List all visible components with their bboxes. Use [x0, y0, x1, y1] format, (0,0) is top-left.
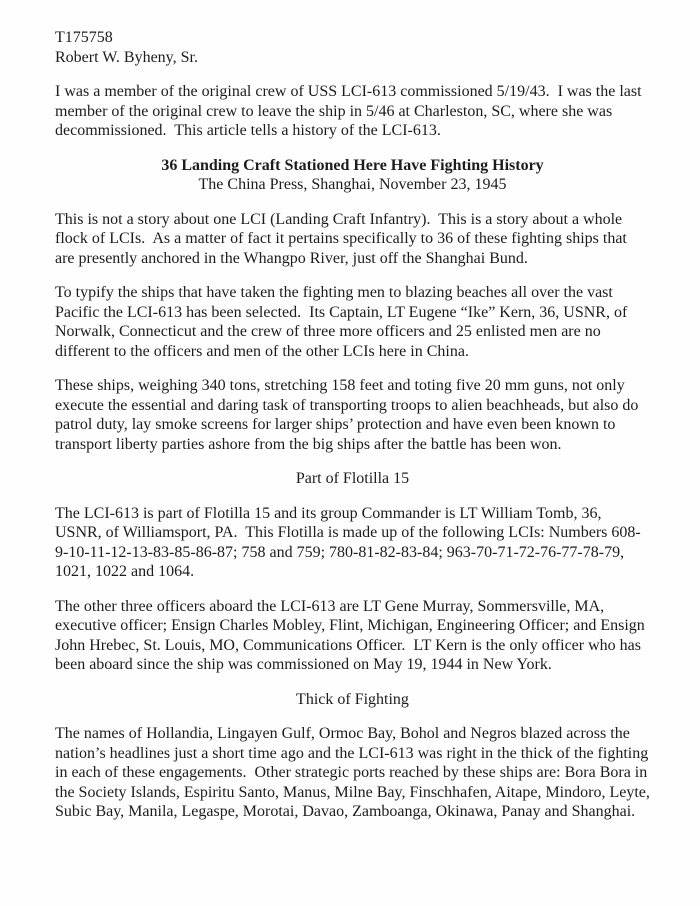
author-line: Robert W. Byheny, Sr. — [55, 48, 198, 66]
section-heading-flotilla: Part of Flotilla 15 — [295, 470, 410, 487]
paragraph-story-intro: This is not a story about one LCI (Landing Craft Infantry). This is a story about a whole flock of LCIs. As a matter of fact it pertains specifically to 36 of these fighting ships that are presently anchored in the Whangpo River, just off the Shanghai Bund. — [55, 210, 631, 267]
intro-paragraph: I was a member of the original crew of USS LCI-613 commissioned 5/19/43. I was the last member of the original crew to leave the ship in 5/46 at Charleston, SC, where she was decommissioned. This article tells a history of the LCI-613. — [55, 83, 646, 139]
paragraph-typify-ships: To typify the ships that have taken the fighting men to blazing beaches all over the vast Pacific the LCI-613 has been selected. Its Captain, LT Eugene “Ike” Kern, 36, USNR, of Norwalk, Connecticut and the crew of three more officers and 25 enlisted men are no different to the officers and men of the other LCIs here in China. — [55, 284, 632, 360]
paragraph-fighting-ports: The names of Hollandia, Lingayen Gulf, Ormoc Bay, Bohol and Negros blazed across the nation’s headlines just a short time ago and the LCI-613 was right in the thick of the fighting in each of these engagements. Other strategic ports reached by these ships are: Bora Bora in the Society Islands, Espiritu Santo, Manus, Milne Bay, Finschhafen, Aitape, Mindoro, Leyte, Subic Bay, Manila, Legaspe, Morotai, Davao, Zamboanga, Okinawa, Panay and Shanghai. — [55, 725, 654, 820]
article-headline: 36 Landing Craft Stationed Here Have Fighting History — [161, 156, 544, 174]
paragraph-flotilla-numbers: The LCI-613 is part of Flotilla 15 and its group Commander is LT William Tomb, 36, USNR, of Williamsport, PA. This Flotilla is made up of the following LCIs: Numbers 608-9-10-11-12-13-83-85-86-87; 758 and 759; 780-81-82-83-84; 963-70-71-72-76-77-78-79, 1021, 1022 and 1064. — [55, 504, 641, 580]
paragraph-ship-specs: These ships, weighing 340 tons, stretching 158 feet and toting five 20 mm guns, not only execute the essential and daring task of transporting troops to alien beachheads, but also do patrol duty, lay smoke screens for larger ships’ protection and have even been known to transport liberty parties ashore from the big ships after the battle has been won. — [55, 377, 643, 453]
ref-number: T175758 — [55, 29, 113, 46]
paragraph-officers: The other three officers aboard the LCI-613 are LT Gene Murray, Sommersville, MA, executive officer; Ensign Charles Mobley, Flint, Michigan, Engineering Officer; and Ensign John Hrebec, St. Louis, MO, Communications Officer. LT Kern is the only officer who has been aboard since the ship was commissioned on May 19, 1944 in New York. — [55, 597, 649, 673]
article-source-line: The China Press, Shanghai, November 23, 1945 — [198, 176, 507, 193]
section-heading-fighting: Thick of Fighting — [296, 690, 409, 708]
